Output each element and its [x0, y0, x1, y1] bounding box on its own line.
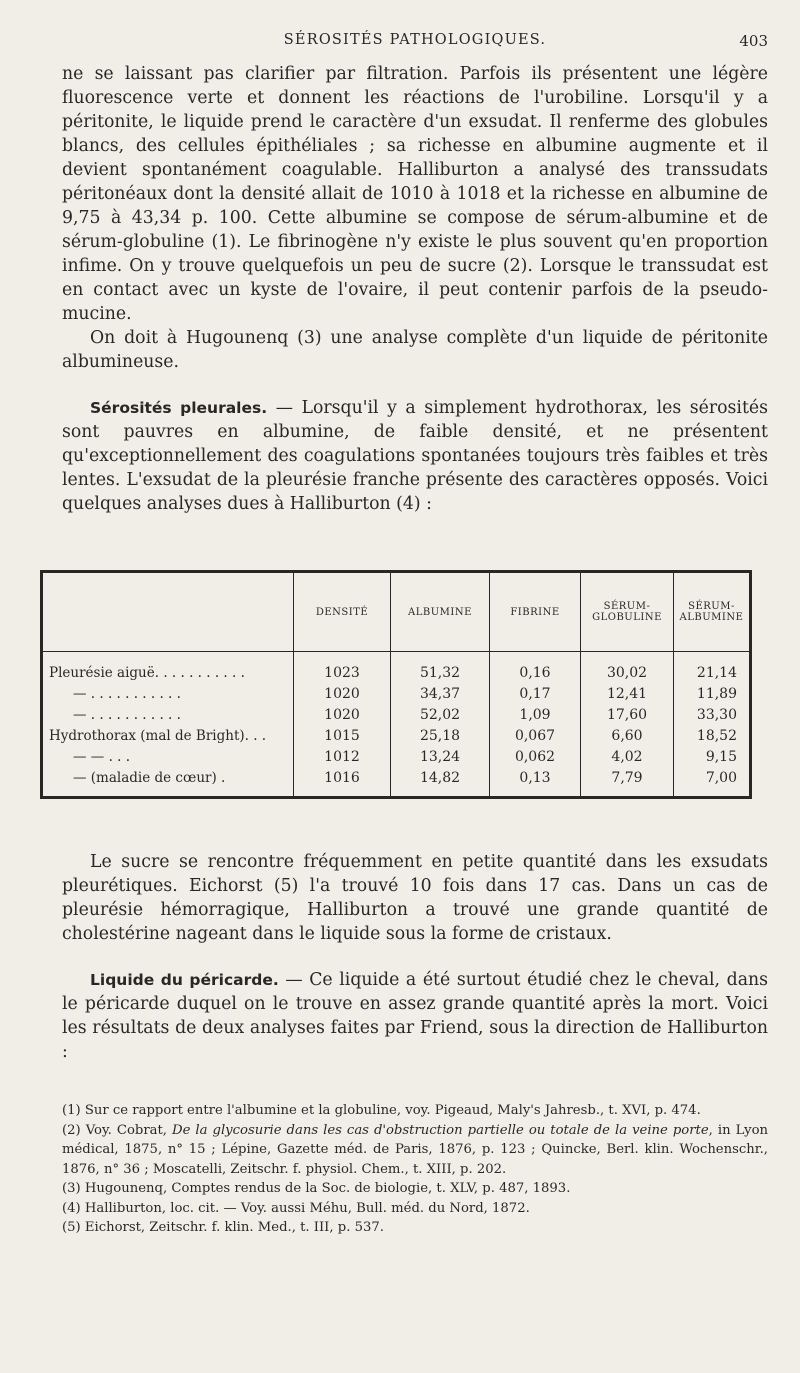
table-header-empty [43, 573, 294, 652]
table-cell: 14,82 [391, 767, 490, 796]
running-title: SÉROSITÉS PATHOLOGIQUES. [283, 32, 547, 48]
footnote-2-start: (2) Voy. Cobrat, [62, 1122, 173, 1138]
table-cell: 17,60 [581, 704, 674, 725]
table-cell-label: Hydrothorax (mal de Bright). . . [49, 727, 267, 744]
table-cell: 34,37 [391, 683, 490, 704]
table-header-albumin: ALBUMINE [391, 573, 490, 652]
table-row [43, 652, 749, 684]
table-header-fibrin: FIBRINE [490, 573, 581, 652]
table-cell: 7,79 [581, 767, 674, 796]
table-cell-label: — . . . . . . . . . . . [73, 706, 181, 723]
table-cell: 7,00 [674, 767, 750, 796]
body-text [62, 62, 768, 516]
table-cell: 18,52 [674, 725, 750, 746]
running-head [62, 32, 768, 52]
paragraph-hugounenq: On doit à Hugounenq (3) une analyse complète d'un liquide de péritonite albumineuse. [62, 328, 768, 372]
footnote-3: (3) Hugounenq, Comptes rendus de la Soc. de biologie, t. XLV, p. 487, 1893. [62, 1181, 571, 1196]
footnote-2-title: De la glycosurie dans les cas d'obstruction partielle ou totale de la veine porte [172, 1122, 709, 1138]
table-cell: 4,02 [581, 746, 674, 767]
table-cell-label: Pleurésie aiguë. . . . . . . . . . . [49, 664, 245, 681]
analysis-table [40, 570, 752, 799]
table-row [43, 683, 749, 704]
table-cell: 13,24 [391, 746, 490, 767]
table-cell: 1023 [294, 652, 391, 684]
table-cell: 0,17 [490, 683, 581, 704]
footnotes [62, 1101, 768, 1238]
paragraph-sugar: Le sucre se rencontre fréquemment en petite quantité dans les exsudats pleurétiques. Eichorst (5) l'a trouvé 10 fois dans 17 cas. Dans un cas de pleurésie hémorragique, Halliburton a trouvé une grande quantité de cholestérine nageant dans le liquide sous la forme de cristaux. [62, 852, 768, 944]
footnote-2 [62, 1121, 768, 1180]
table-cell: 12,41 [581, 683, 674, 704]
table-cell: 1015 [294, 725, 391, 746]
body-text-lower [62, 850, 768, 1064]
table-cell: 30,02 [581, 652, 674, 684]
table-cell: 0,13 [490, 767, 581, 796]
table-cell-label: — (maladie de cœur) . [73, 769, 226, 786]
table-row [43, 704, 749, 725]
table-cell: 52,02 [391, 704, 490, 725]
footnote-2-rest: , in Lyon médical, 1875, n° 15 ; Lépine, Gazette méd. de Paris, 1876, p. 123 ; Quincke, Berl. klin. Wochenschr., 1876, n° 36 ; Moscatelli, Zeitschr. f. physiol. Chem., t. XIII, p. 202. [62, 1122, 769, 1177]
table-header-density: DENSITÉ [294, 573, 391, 652]
footnote-5: (5) Eichorst, Zeitschr. f. klin. Med., t. III, p. 537. [62, 1220, 384, 1235]
table-cell: 11,89 [674, 683, 750, 704]
table-cell: 9,15 [674, 746, 750, 767]
table-cell: 1020 [294, 683, 391, 704]
paragraph-pericardium-text: — Ce liquide a été surtout étudié chez le cheval, dans le péricarde duquel on le trouve en assez grande quantité après la mort. Voici les résultats de deux analyses faites par Friend, sous la direction de Halliburton : [62, 970, 768, 1062]
table-cell: 1016 [294, 767, 391, 796]
paragraph-pleural [62, 396, 768, 516]
table-cell: 51,32 [391, 652, 490, 684]
table-header-row [43, 573, 749, 652]
table-cell: 1,09 [490, 704, 581, 725]
table-cell: 0,062 [490, 746, 581, 767]
table-row [43, 746, 749, 767]
table-cell: 6,60 [581, 725, 674, 746]
paragraph-pericardium [62, 968, 768, 1064]
section-heading-pericardium: Liquide du péricarde. [90, 971, 279, 989]
table-cell: 25,18 [391, 725, 490, 746]
table-cell: 0,16 [490, 652, 581, 684]
table-cell-label: — . . . . . . . . . . . [73, 685, 181, 702]
table-header-serum-globulin: SÉRUM- GLOBULINE [581, 573, 674, 652]
footnote-4: (4) Halliburton, loc. cit. — Voy. aussi Méhu, Bull. méd. du Nord, 1872. [62, 1200, 530, 1216]
table-row [43, 725, 749, 746]
table-header-serum-albumin: SÉRUM- ALBUMINE [674, 573, 750, 652]
table-cell: 1012 [294, 746, 391, 767]
table-cell: 1020 [294, 704, 391, 725]
page-number: 403 [739, 32, 768, 50]
paragraph-pleural-text: — Lorsqu'il y a simplement hydrothorax, les sérosités sont pauvres en albumine, de faible densité, et ne présentent qu'exceptionnellement des coagulations spontanées toujours très faibles et très lentes. L'exsudat de la pleurésie franche présente des caractères opposés. Voici quelques analyses dues à Halliburton (4) : [62, 398, 768, 514]
footnote-1: (1) Sur ce rapport entre l'albumine et la globuline, voy. Pigeaud, Maly's Jahresb., t. XVI, p. 474. [62, 1103, 701, 1118]
table-cell: 33,30 [674, 704, 750, 725]
table-cell: 0,067 [490, 725, 581, 746]
table-row [43, 767, 749, 796]
paragraph-peritoneal: ne se laissant pas clarifier par filtration. Parfois ils présentent une légère fluorescence verte et donnent les réactions de l'urobiline. Lorsqu'il y a péritonite, le liquide prend le caractère d'un exsudat. Il renferme des globules blancs, des cellules épithéliales ; sa richesse en albumine augmente et il devient spontanément coagulable. Halliburton a analysé des transsudats péritonéaux dont la densité allait de 1010 à 1018 et la richesse en albumine de 9,75 à 43,34 p. 100. Cette albumine se compose de sérum-albumine et de sérum-globuline (1). Le fibrinogène n'y existe le plus souvent qu'en proportion infime. On y trouve quelquefois un peu de sucre (2). Lorsque le transsudat est en contact avec un kyste de l'ovaire, il peut contenir parfois de la pseudo-mucine. [62, 64, 768, 324]
section-heading-pleural: Sérosités pleurales. [90, 399, 268, 417]
table-cell: 21,14 [674, 652, 750, 684]
table-cell-label: — — . . . [73, 748, 131, 765]
